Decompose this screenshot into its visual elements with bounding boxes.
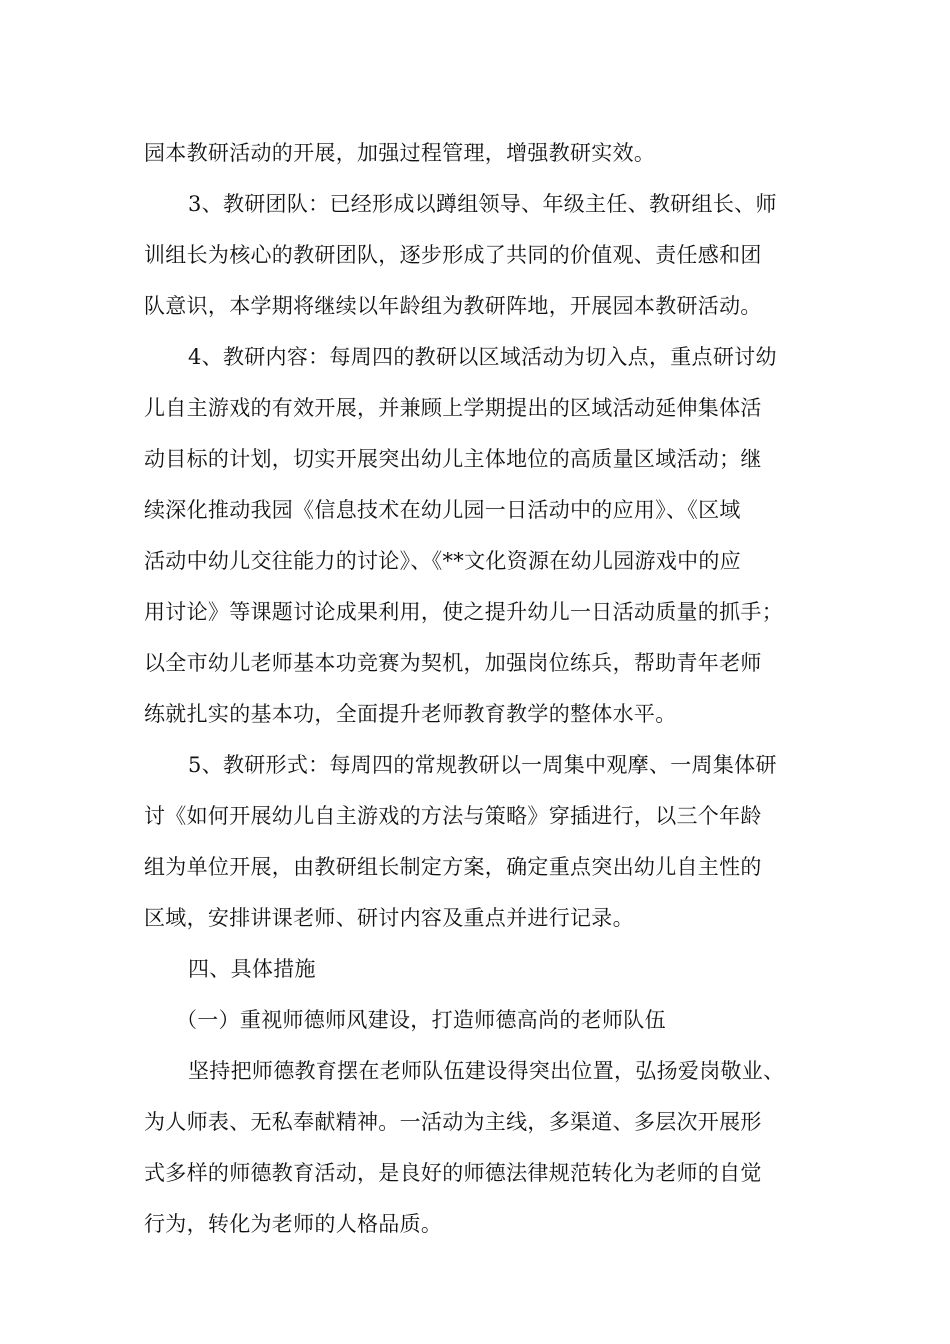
paragraph-line: 续深化推动我园《信息技术在幼儿园一日活动中的应用》、《区域 [144, 498, 741, 522]
paragraph-line: 5、教研形式：每周四的常规教研以一周集中观摩、一周集体研 [188, 753, 777, 777]
paragraph-line: 讨《如何开展幼儿自主游戏的方法与策略》穿插进行，以三个年龄 [144, 804, 762, 828]
section-heading: 四、具体措施 [188, 957, 316, 981]
paragraph-line: 坚持把师德教育摆在老师队伍建设得突出位置，弘扬爱岗敬业、 [188, 1059, 785, 1083]
paragraph-line: 组为单位开展，由教研组长制定方案，确定重点突出幼儿自主性的 [144, 855, 762, 879]
paragraph-line: 练就扎实的基本功，全面提升老师教育教学的整体水平。 [144, 702, 677, 726]
document-body [144, 128, 809, 1250]
paragraph-line: 行为，转化为老师的人格品质。 [144, 1212, 443, 1236]
paragraph-line: 以全市幼儿老师基本功竞赛为契机，加强岗位练兵，帮助青年老师 [144, 651, 762, 675]
paragraph-line: 活动中幼儿交往能力的讨论》、《**文化资源在幼儿园游戏中的应 [144, 549, 741, 573]
paragraph-line: 用讨论》等课题讨论成果利用，使之提升幼儿一日活动质量的抓手； [144, 600, 783, 624]
paragraph-line: 儿自主游戏的有效开展，并兼顾上学期提出的区域活动延伸集体活 [144, 396, 762, 420]
paragraph-line: 园本教研活动的开展，加强过程管理，增强教研实效。 [144, 141, 656, 165]
paragraph-line: 3、教研团队：已经形成以蹲组领导、年级主任、教研组长、师 [188, 192, 777, 216]
paragraph-line: 训组长为核心的教研团队，逐步形成了共同的价值观、责任感和团 [144, 243, 762, 267]
subsection-heading: （一）重视师德师风建设，打造师德高尚的老师队伍 [176, 1008, 666, 1032]
paragraph-line: 为人师表、无私奉献精神。一活动为主线，多渠道、多层次开展形 [144, 1110, 762, 1134]
paragraph-line: 式多样的师德教育活动，是良好的师德法律规范转化为老师的自觉 [144, 1161, 762, 1185]
paragraph-line: 4、教研内容：每周四的教研以区域活动为切入点，重点研讨幼 [188, 345, 777, 369]
paragraph-line: 动目标的计划，切实开展突出幼儿主体地位的高质量区域活动；继 [144, 447, 762, 471]
paragraph-line: 区域，安排讲课老师、研讨内容及重点并进行记录。 [144, 906, 634, 930]
paragraph-line: 队意识，本学期将继续以年龄组为教研阵地，开展园本教研活动。 [144, 294, 762, 318]
